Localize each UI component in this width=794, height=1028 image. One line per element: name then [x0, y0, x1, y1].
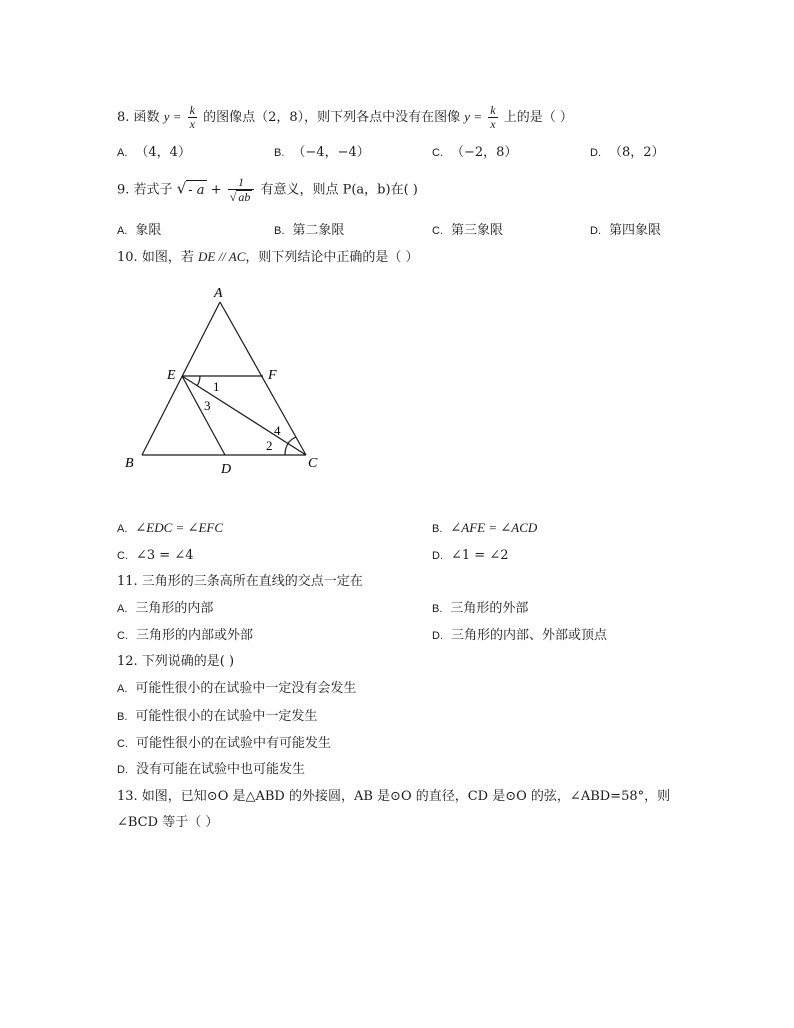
- question-number: 10.: [117, 250, 138, 265]
- option-b: [274, 223, 344, 239]
- option-label: C.: [117, 550, 128, 562]
- option-d: [432, 628, 607, 644]
- segment-ab: [142, 302, 220, 455]
- denominator: x: [490, 117, 496, 131]
- question-13-stem-line2: ∠BCD 等于（ ）: [117, 815, 219, 830]
- option-label: C.: [117, 630, 128, 642]
- fraction-one-over-sqrt-ab: [228, 176, 255, 204]
- fraction-k-over-x: [188, 104, 197, 131]
- question-11-stem: 11. 三角形的三条高所在直线的交点一定在: [117, 574, 363, 589]
- option-a: [117, 145, 191, 161]
- equation-lhs: y =: [163, 109, 182, 124]
- option-text: 第三象限: [451, 223, 504, 238]
- option-b: [274, 145, 370, 161]
- option-label: D.: [117, 764, 128, 776]
- option-d: [590, 223, 661, 239]
- option-b: [432, 601, 528, 617]
- option-label: A.: [117, 147, 128, 159]
- option-label: A.: [117, 523, 128, 535]
- segment-ac: [220, 302, 306, 455]
- fraction-k-over-x: [488, 104, 497, 131]
- option-label: B.: [274, 147, 285, 159]
- option-text: 象限: [135, 223, 162, 238]
- option-label: D.: [590, 147, 601, 159]
- option-d: [117, 762, 305, 778]
- option-a: [117, 601, 213, 617]
- stem-text: 上的是（ ）: [503, 110, 573, 125]
- option-text: 第四象限: [609, 223, 662, 238]
- stem-text: 如图，若: [141, 250, 194, 265]
- option-label: B.: [432, 603, 443, 615]
- triangle-figure: [110, 280, 350, 480]
- option-text: （−4，−4）: [292, 145, 370, 160]
- option-text: 三角形的外部: [450, 601, 529, 616]
- numerator: k: [490, 103, 496, 117]
- question-13-stem-line1: 13. 如图，已知⊙O 是△ABD 的外接圆，AB 是⊙O 的直径，CD 是⊙O 的弦，∠ABD=58°，则: [117, 789, 671, 804]
- option-text: 没有可能在试验中也可能发生: [136, 762, 306, 777]
- option-text: 三角形的内部: [135, 601, 214, 616]
- option-label: A.: [117, 603, 128, 615]
- condition: DE // AC: [197, 249, 246, 264]
- equation-lhs: y =: [464, 109, 483, 124]
- option-a: [117, 223, 161, 239]
- point-label-f: F: [268, 368, 277, 383]
- sqrt-icon: √: [176, 179, 187, 198]
- option-text: 可能性很小的在试验中一定没有会发生: [135, 681, 357, 696]
- question-12-stem: 12. 下列说确的是( ): [117, 654, 235, 669]
- radicand: - a: [186, 180, 206, 201]
- option-label: D.: [432, 550, 443, 562]
- option-text: （4，4）: [135, 145, 191, 160]
- question-10-stem: [117, 249, 419, 266]
- option-label: B.: [432, 523, 443, 535]
- numerator: k: [189, 103, 195, 117]
- option-text: 可能性很小的在试验中有可能发生: [136, 736, 332, 751]
- angle-arc-c: [285, 437, 296, 455]
- stem-text: 有意义，则点 P(a，b)在( ): [260, 182, 418, 198]
- denominator: [228, 190, 255, 204]
- option-a: [117, 681, 356, 697]
- question-number: 8.: [117, 110, 130, 125]
- option-label: C.: [117, 738, 128, 750]
- option-text: 第二象限: [292, 223, 345, 238]
- stem-text: 的图像点（2，8），则下列各点中没有在图像: [203, 110, 461, 125]
- point-label-c: C: [308, 456, 318, 471]
- option-c: [117, 736, 331, 752]
- option-d: [432, 548, 508, 564]
- option-c: [432, 223, 503, 239]
- option-d: [590, 145, 665, 161]
- angle-label-2: 2: [266, 438, 273, 453]
- angle-label-3: 3: [204, 398, 211, 413]
- option-label: C.: [432, 225, 443, 237]
- option-text: ∠3 = ∠4: [136, 548, 194, 563]
- option-c: [432, 145, 517, 161]
- option-label: A.: [117, 225, 128, 237]
- option-label: D.: [432, 630, 443, 642]
- option-b: [117, 709, 317, 725]
- option-label: C.: [432, 147, 443, 159]
- option-label: A.: [117, 683, 128, 695]
- angle-label-1: 1: [213, 379, 220, 394]
- stem-text: 若式子: [133, 182, 173, 198]
- question-number: 9.: [117, 182, 130, 198]
- numerator: 1: [228, 176, 255, 190]
- option-text: 可能性很小的在试验中一定发生: [135, 709, 318, 724]
- point-label-b: B: [125, 456, 134, 471]
- option-label: B.: [117, 711, 128, 723]
- sqrt-icon: √: [229, 190, 237, 204]
- angle-arc-1: [197, 376, 200, 386]
- radicand: ab: [238, 190, 251, 204]
- option-text: （8，2）: [609, 145, 665, 160]
- point-label-e: E: [167, 368, 176, 383]
- stem-text: ，则下列结论中正确的是（ ）: [245, 250, 419, 265]
- angle-label-4: 4: [274, 423, 281, 438]
- option-text: 三角形的内部或外部: [136, 628, 254, 643]
- option-b: [432, 520, 537, 537]
- plus-sign: +: [210, 182, 222, 198]
- option-c: [117, 548, 193, 564]
- point-label-a: A: [214, 286, 223, 301]
- question-9-stem: [117, 176, 418, 204]
- point-label-d: D: [221, 462, 232, 477]
- question-8-stem: [117, 104, 573, 131]
- option-c: [117, 628, 253, 644]
- option-text: ∠EDC = ∠EFC: [135, 520, 224, 535]
- option-label: D.: [590, 225, 601, 237]
- option-text: ∠AFE = ∠ACD: [450, 520, 538, 535]
- option-label: B.: [274, 225, 285, 237]
- option-text: 三角形的内部、外部或顶点: [451, 628, 608, 643]
- option-a: [117, 520, 223, 537]
- segment-ec: [182, 376, 306, 455]
- option-text: （−2，8）: [451, 145, 518, 160]
- denominator: x: [189, 117, 195, 131]
- stem-text: 函数: [133, 110, 160, 125]
- option-text: ∠1 = ∠2: [451, 548, 509, 563]
